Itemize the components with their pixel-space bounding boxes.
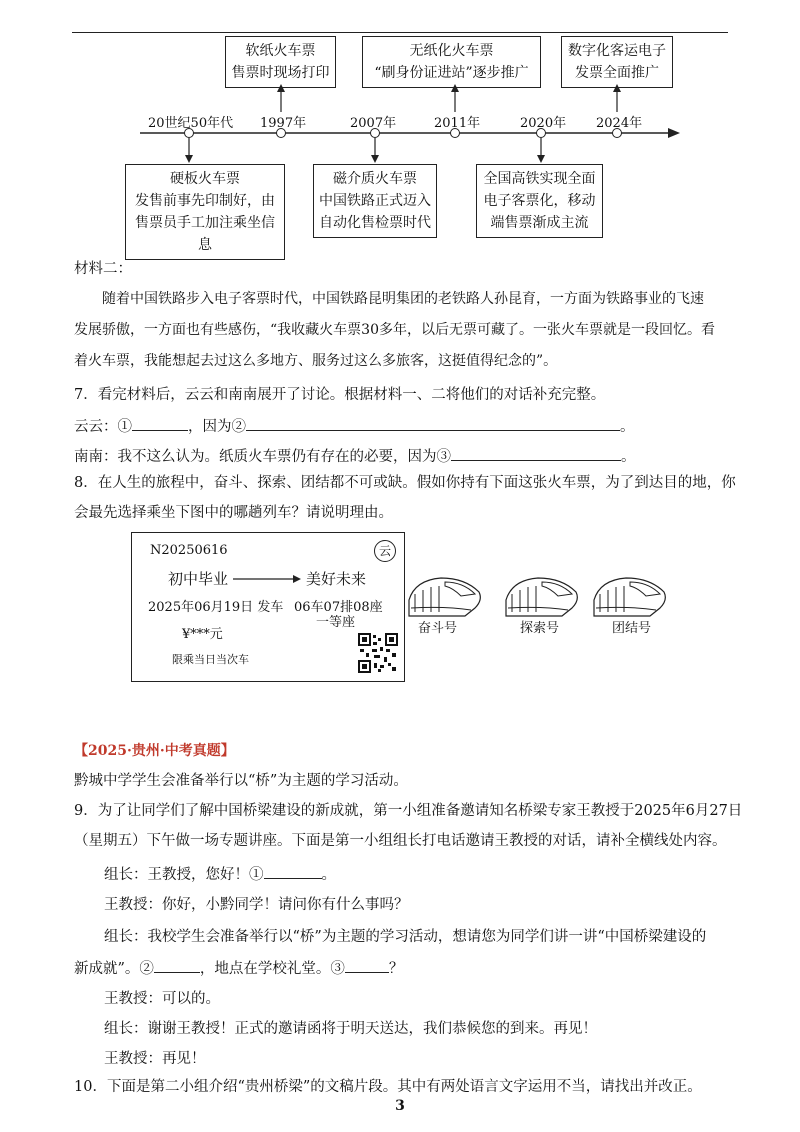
q9-line1: 9．为了让同学们了解中国桥梁建设的新成就，第一小组准备邀请知名桥梁专家王教授于2025年6月27日 <box>74 803 743 819</box>
ticket-to: 美好未来 <box>306 570 367 588</box>
dialogue-line <box>74 956 403 980</box>
timeline-label: 2020年 <box>520 116 567 131</box>
timeline-label: 2011年 <box>434 116 481 131</box>
box-line: “刷身份证进站”逐步推广 <box>374 65 529 81</box>
timeline-label: 2007年 <box>350 116 397 131</box>
q7-nan-end: 。 <box>621 449 636 465</box>
ticket-from: 初中毕业 <box>168 570 229 588</box>
material2-heading: 材料二： <box>74 261 132 277</box>
q9-line2: （星期五）下午做一场专题讲座。下面是第一小组组长打电话邀请王教授的对话，请补全横线处内容。 <box>74 833 727 849</box>
dialogue-text: ，地点在学校礼堂。③ <box>199 961 345 977</box>
box-line: 自动化售检票时代 <box>319 215 431 231</box>
ticket-date-value: 2025年06月19日 <box>148 600 254 615</box>
train-ticket <box>131 532 405 682</box>
timeline-label: 20世纪50年代 <box>148 116 234 131</box>
dialogue-text: 新成就”。② <box>74 961 154 977</box>
blank-q9-3[interactable] <box>345 956 389 973</box>
blank-2[interactable] <box>246 414 620 431</box>
q7-nan-prefix: 南南：我不这么认为。纸质火车票仍有存在的必要，因为③ <box>74 449 451 465</box>
box-line: 端售票渐成主流 <box>490 215 589 231</box>
box-line: 发售前事先印制好，由 <box>135 193 275 209</box>
dialogue-text: 组长：王教授，您好！① <box>104 867 264 883</box>
ticket-price: ¥***元 <box>182 627 223 642</box>
dialogue-line: 组长：我校学生会准备举行以“桥”为主题的学习活动，想请您为同学们讲一讲“中国桥梁建设的 <box>104 929 707 945</box>
ticket-date <box>148 596 283 615</box>
timeline-box-bottom-2 <box>313 164 437 238</box>
q7-stem: 7．看完材料后，云云和南南展开了讨论。根据材料一、二将他们的对话补充完整。 <box>74 387 606 403</box>
q7-nannan <box>74 444 636 468</box>
train-icon <box>502 572 582 620</box>
ticket-seat: 06车07排08座 <box>294 600 383 615</box>
q7-yun-prefix: 云云：① <box>74 419 132 435</box>
box-line: 售票时现场打印 <box>231 65 330 81</box>
box-line: 售票员手工加注乘坐信息 <box>135 215 275 253</box>
ticket-class: 一等座 <box>316 615 356 630</box>
material2-line: 随着中国铁路步入电子客票时代，中国铁路昆明集团的老铁路人孙昆育，一方面为铁路事业的飞速 <box>102 291 704 307</box>
timeline-box-bottom-3 <box>476 164 603 238</box>
blank-1[interactable] <box>132 414 188 431</box>
q7-yun-end: 。 <box>620 419 635 435</box>
dialogue-end: ？ <box>388 961 404 977</box>
q10-stem: 10．下面是第二小组介绍“贵州桥梁”的文稿片段。其中有两处语言文字运用不当，请找出并改正。 <box>74 1079 702 1095</box>
blank-q9-2[interactable] <box>154 956 200 973</box>
dialogue-line: 王教授：再见！ <box>104 1051 206 1067</box>
box-line: 硬板火车票 <box>170 171 240 187</box>
train-label: 奋斗号 <box>418 621 458 636</box>
dialogue-line: 王教授：可以的。 <box>104 991 220 1007</box>
ticket-note: 限乘当日当次车 <box>172 653 249 666</box>
timeline-label: 2024年 <box>596 116 643 131</box>
exam-tag: 【2025·贵州·中考真题】 <box>74 743 235 759</box>
dialogue-line: 王教授：你好，小黔同学！请问你有什么事吗？ <box>104 897 409 913</box>
box-line: 无纸化火车票 <box>409 43 494 59</box>
box-line: 中国铁路正式迈入 <box>319 193 431 209</box>
train-label: 探索号 <box>520 621 560 636</box>
ticket-depart: 发车 <box>257 600 284 615</box>
dialogue-line <box>104 862 336 886</box>
blank-q9-1[interactable] <box>264 862 322 879</box>
ticket-number: N20250616 <box>150 543 228 558</box>
train-icon <box>405 572 485 620</box>
ticket-stamp <box>374 540 396 562</box>
dialogue-end: 。 <box>321 867 336 883</box>
q7-yunyun <box>74 414 635 438</box>
timeline-box-bottom-1 <box>125 164 285 260</box>
ticket-arrow-icon <box>231 571 303 587</box>
train-icon <box>590 572 670 620</box>
box-line: 电子客票化，移动 <box>483 193 596 209</box>
q8-line1: 8．在人生的旅程中，奋斗、探索、团结都不可或缺。假如你持有下面这张火车票，为了到达目的地，你 <box>74 475 736 491</box>
material2-line: 发展骄傲，一方面也有些感伤，“我收藏火车票30多年，以后无票可藏了。一张火车票就是一段回忆。看 <box>74 322 715 338</box>
box-line: 数字化客运电子 <box>568 43 666 59</box>
material2-line: 着火车票，我能想起去过这么多地方、服务过这么多旅客，这挺值得纪念的”。 <box>74 353 558 369</box>
timeline-label: 1997年 <box>260 116 307 131</box>
blank-3[interactable] <box>451 444 621 461</box>
q7-yun-mid: ，因为② <box>188 419 246 435</box>
ticket-stamp-text: 云 <box>378 544 391 558</box>
train-label: 团结号 <box>612 621 652 636</box>
box-line: 软纸火车票 <box>245 43 316 59</box>
box-line: 发票全面推广 <box>575 65 659 81</box>
qr-code-icon <box>358 633 398 673</box>
q8-line2: 会最先选择乘坐下图中的哪趟列车？请说明理由。 <box>74 505 393 521</box>
dialogue-line: 组长：谢谢王教授！正式的邀请函将于明天送达，我们恭候您的到来。再见！ <box>104 1021 597 1037</box>
activity-intro: 黔城中学学生会准备举行以“桥”为主题的学习活动。 <box>74 773 408 789</box>
page-number: 3 <box>395 1098 405 1114</box>
box-line: 磁介质火车票 <box>333 171 417 187</box>
box-line: 全国高铁实现全面 <box>483 171 596 187</box>
